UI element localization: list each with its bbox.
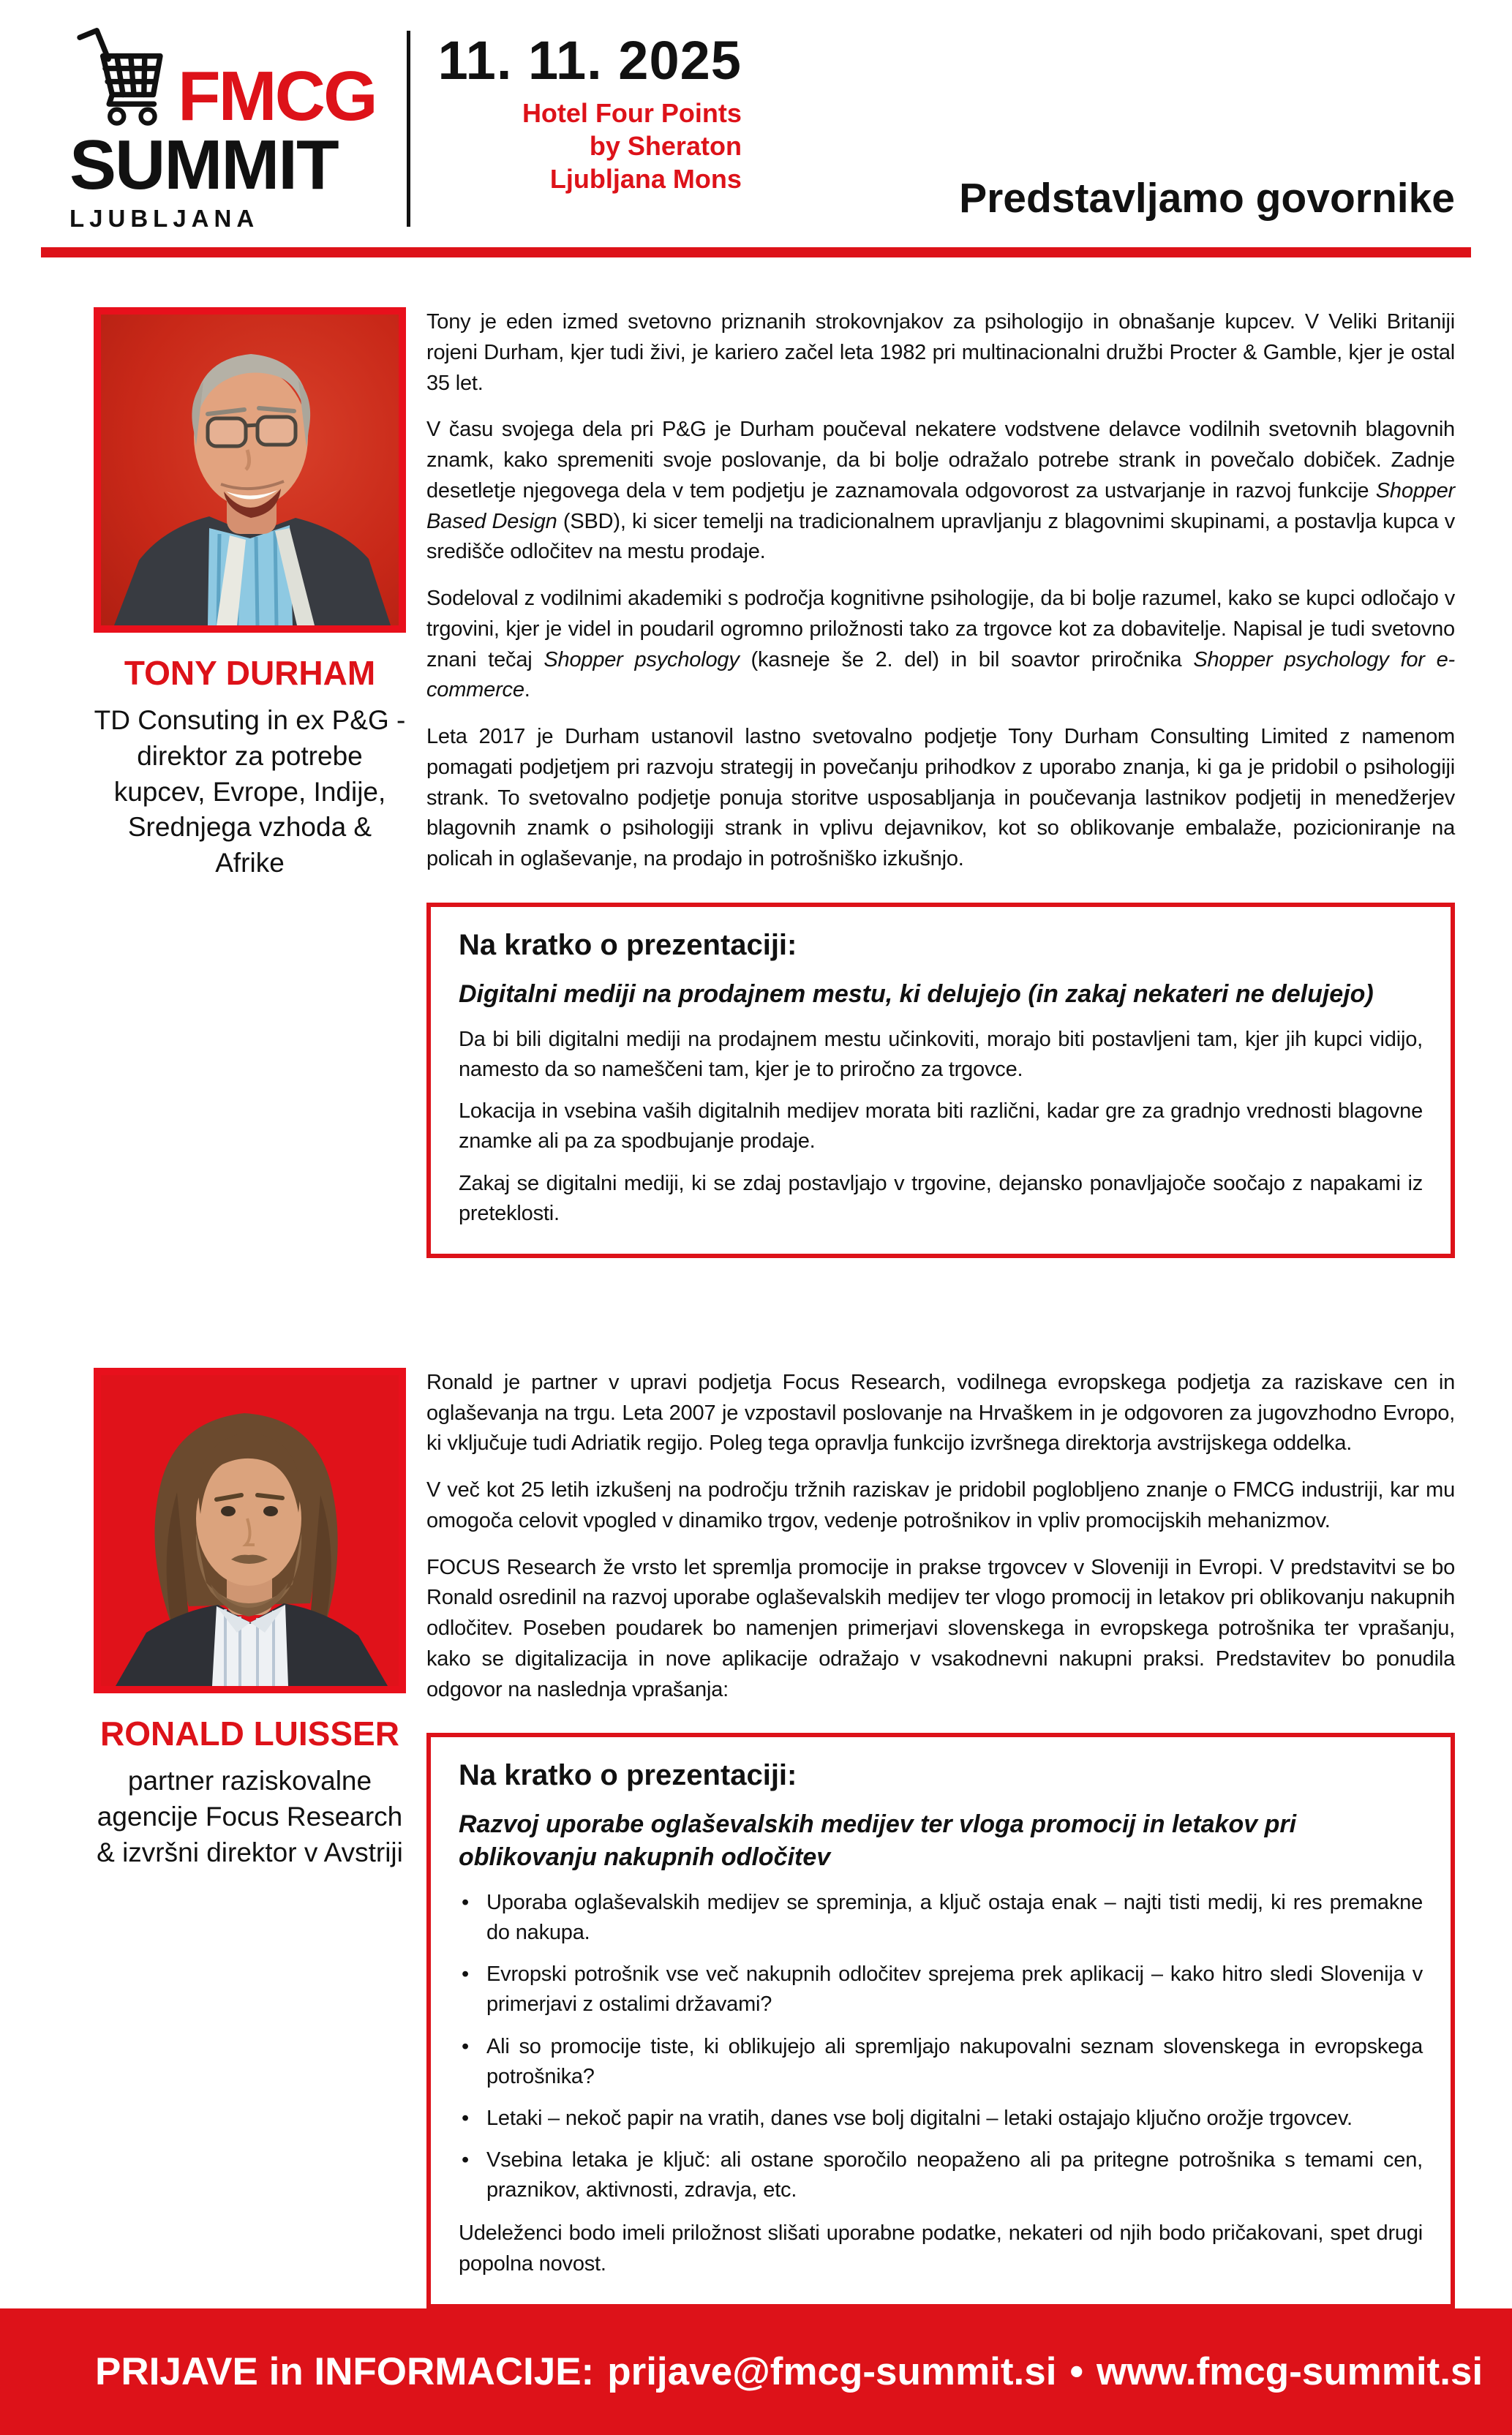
- speaker-name: TONY DURHAM: [124, 654, 376, 692]
- bio-paragraph: V času svojega dela pri P&G je Durham poučeval nekatere vodstvene delavce vodilnih svetovnih blagovnih znamk, kako spremeniti svoje poslovanje, da bi bolje odražalo potrebe strank in povečalo dobiček. Zadnje desetletje njegovega dela v tem podjetju je zaznamovala odgovorost za ustvarjanje in razvoj funkcije Shopper Based Design (SBD), ki sicer temelji na tradicionalnem upravljanju z blagovnimi skupinami, a postavlja kupca v središče odločitev na mestu prodaje.: [426, 418, 1456, 564]
- speaker-card: [94, 1368, 406, 2308]
- presentation-paragraph: Da bi bili digitalni mediji na prodajnem mestu učinkoviti, morajo biti postavljeni tam, kjer jih kupci vidijo, namesto da so nameščeni tam, kjer je to priročno za trgovce.: [459, 1027, 1423, 1082]
- speaker-name: RONALD LUISSER: [100, 1714, 399, 1753]
- presentation-body: [459, 1025, 1423, 1229]
- bio-paragraph: Ronald je partner v upravi podjetja Focus Research, vodilnega evropskega podjetja za raziskave cen in oglaševanja na trgu. Leta 2007 je vzpostavil poslovanje na Hrvaškem in je odgovoren za jugovzhodno Evropo, ki vključuje tudi Adriatik regijo. Poleg tega opravlja funkcijo izvršnega direktorja avstrijskega oddelka.: [426, 1370, 1455, 1456]
- speaker-photo: [94, 307, 406, 633]
- presentation-closing: Udeleženci bodo imeli priložnost slišati uporabne podatke, nekateri od njih bodo pričakovani, spet drugi popolna novost.: [459, 2221, 1423, 2276]
- brand-summit: SUMMIT: [69, 126, 338, 204]
- portrait-ronald-luisser: [101, 1375, 399, 1686]
- venue-line: Ljubljana Mons: [549, 163, 742, 194]
- shopping-cart-icon: [69, 20, 170, 129]
- bio-paragraph: Leta 2017 je Durham ustanovil lastno svetovalno podjetje Tony Durham Consulting Limited z namenom pomagati podjetjem pri razvoju strategij in povečanju prihodkov z uporabo znanja, ki ga je pridobil o psihologiji strank. To svetovalno podjetje ponuja storitve usposabljanja in poučevanja lastnikov podjetij in menedžerjev blagovnih znamk o psihologiji strank in vplivu dejavnikov, kot so oblikovanje embalaže, pozicioniranje na policah in oglaševanje, na prodajo in potrošniško izkušnjo.: [426, 725, 1455, 870]
- presentation-heading: Na kratko o prezentaciji:: [459, 928, 797, 961]
- event-info: [438, 20, 742, 233]
- presentation-paragraph: Lokacija in vsebina vaših digitalnih medijev morata biti različni, kadar gre za gradnjo vrednosti blagovne znamke ali pa za spodbujanje prodaje.: [459, 1099, 1423, 1153]
- header-rule: [41, 247, 1471, 257]
- presentation-topic: Razvoj uporabe oglaševalskih medijev ter vloga promocij in letakov pri oblikovanju nakupnih odločitev: [459, 1810, 1297, 1871]
- presentation-box: [426, 1733, 1455, 2308]
- brand-city: LJUBLJANA: [69, 205, 260, 232]
- bio-paragraph: V več kot 25 letih izkušenj na področju tržnih raziskav je pridobil poglobljeno znanje o FMCG industriji, kar mu omogoča celovit vpogled v dinamiko trgov, vedenje potrošnikov in vpliv promocijskih mehanizmov.: [426, 1478, 1455, 1532]
- presentation-box: [426, 903, 1455, 1258]
- presentation-topic: Digitalni mediji na prodajnem mestu, ki delujejo (in zakaj nekateri ne delujejo): [459, 979, 1374, 1008]
- event-venue: [522, 97, 742, 195]
- presentation-paragraph: Zakaj se digitalni mediji, ki se zdaj postavljajo v trgovine, dejansko ponavljajoče soočajo z napakami iz preteklosti.: [459, 1171, 1423, 1225]
- bullet-item: • Evropski potrošnik vse več nakupnih odločitev sprejema prek aplikacij – kako hitro sledi Slovenija v primerjavi z ostalimi državami?: [459, 1960, 1423, 2020]
- brand-fmcg: FMCG: [178, 56, 376, 135]
- fmcg-summit-logo: [69, 20, 376, 233]
- bullet-list: [459, 1888, 1423, 2206]
- main-content: [0, 257, 1512, 2308]
- bullet-item: • Letaki – nekoč papir na vratih, danes vse bolj digitalni – letaki ostajajo ključno orožje trgovcev.: [459, 2104, 1423, 2134]
- presentation-body: [459, 1888, 1423, 2279]
- footer-email-link[interactable]: prijave@fmcg-summit.si: [607, 2349, 1057, 2393]
- footer-band: [0, 2308, 1512, 2435]
- header: [0, 0, 1512, 233]
- bullet-item: • Uporaba oglaševalskih medijev se spreminja, a ključ ostaja enak – najti tisti medij, ki res premakne do nakupa.: [459, 1888, 1423, 1948]
- speaker-card: [94, 307, 406, 1258]
- speaker-photo: [94, 1368, 406, 1693]
- event-date: 11. 11. 2025: [437, 30, 742, 91]
- speaker-role: TD Consuting in ex P&G - direktor za potrebe kupcev, Evrope, Indije, Srednjega vzhoda & Afrike: [94, 705, 406, 878]
- footer-label: PRIJAVE in INFORMACIJE:: [95, 2349, 595, 2393]
- venue-line: Hotel Four Points: [522, 97, 742, 128]
- bio-paragraph: FOCUS Research že vrsto let spremlja promocije in prakse trgovcev v Sloveniji in Evropi. V predstavitvi se bo Ronald osredinil na razvoj uporabe oglaševalskih medijev ter vlogo promocij in letakov pri oblikovanju nakupnih odločitev. Poseben poudarek bo namenjen primerjavi slovenskega in evropskega potrošnika ter vprašanju, kako se digitalizacija in nove aplikacije odražajo v vsakodnevni nakupni praksi. Predstavitev bo ponudila odgovor na naslednja vprašanja:: [426, 1555, 1455, 1701]
- presentation-heading: Na kratko o prezentaciji:: [459, 1759, 797, 1792]
- bio-paragraph: Tony je eden izmed svetovno priznanih strokovnjakov za psihologijo in obnašanje kupcev. V Veliki Britaniji rojeni Durham, kjer tudi živi, je kariero začel leta 1982 pri multinacionalni družbi Procter & Gamble, kjer je ostal 35 let.: [426, 310, 1455, 395]
- speaker-bio: [426, 307, 1455, 875]
- bullet-item: • Vsebina letaka je ključ: ali ostane sporočilo neopaženo ali pa pritegne potrošnika s temami cen, praznikov, aktivnosti, zdravja, etc.: [459, 2145, 1423, 2205]
- speaker-section-tony-durham: [94, 307, 1455, 1258]
- bio-paragraph: Sodeloval z vodilnimi akademiki s področja kognitivne psihologije, da bi bolje razumel, kako se kupci odločajo v trgovini, kjer je videl in poudaril ogromno priložnosti tako za trgovce kot za dobavitelje. Napisal je tudi svetovno znani tečaj Shopper psychology (kasneje še 2. del) in bil soavtor priročnika Shopper psychology for e-commerce.: [426, 587, 1455, 702]
- speaker-section-ronald-luisser: [94, 1368, 1455, 2308]
- speaker-bio: [426, 1368, 1455, 1706]
- speaker-role: partner raziskovalne agencije Focus Research & izvršni direktor v Avstriji: [97, 1765, 403, 1867]
- footer-website-link[interactable]: www.fmcg-summit.si: [1097, 2349, 1483, 2393]
- venue-line: by Sheraton: [589, 130, 742, 161]
- header-divider: [407, 31, 410, 227]
- page-title: Predstavljamo govornike: [959, 175, 1455, 222]
- portrait-tony-durham: [101, 315, 399, 625]
- footer-bullet-separator: •: [1069, 2349, 1084, 2393]
- bullet-item: • Ali so promocije tiste, ki oblikujejo ali spremljajo nakupovalni seznam slovenskega in evropskega potrošnika?: [459, 2032, 1423, 2092]
